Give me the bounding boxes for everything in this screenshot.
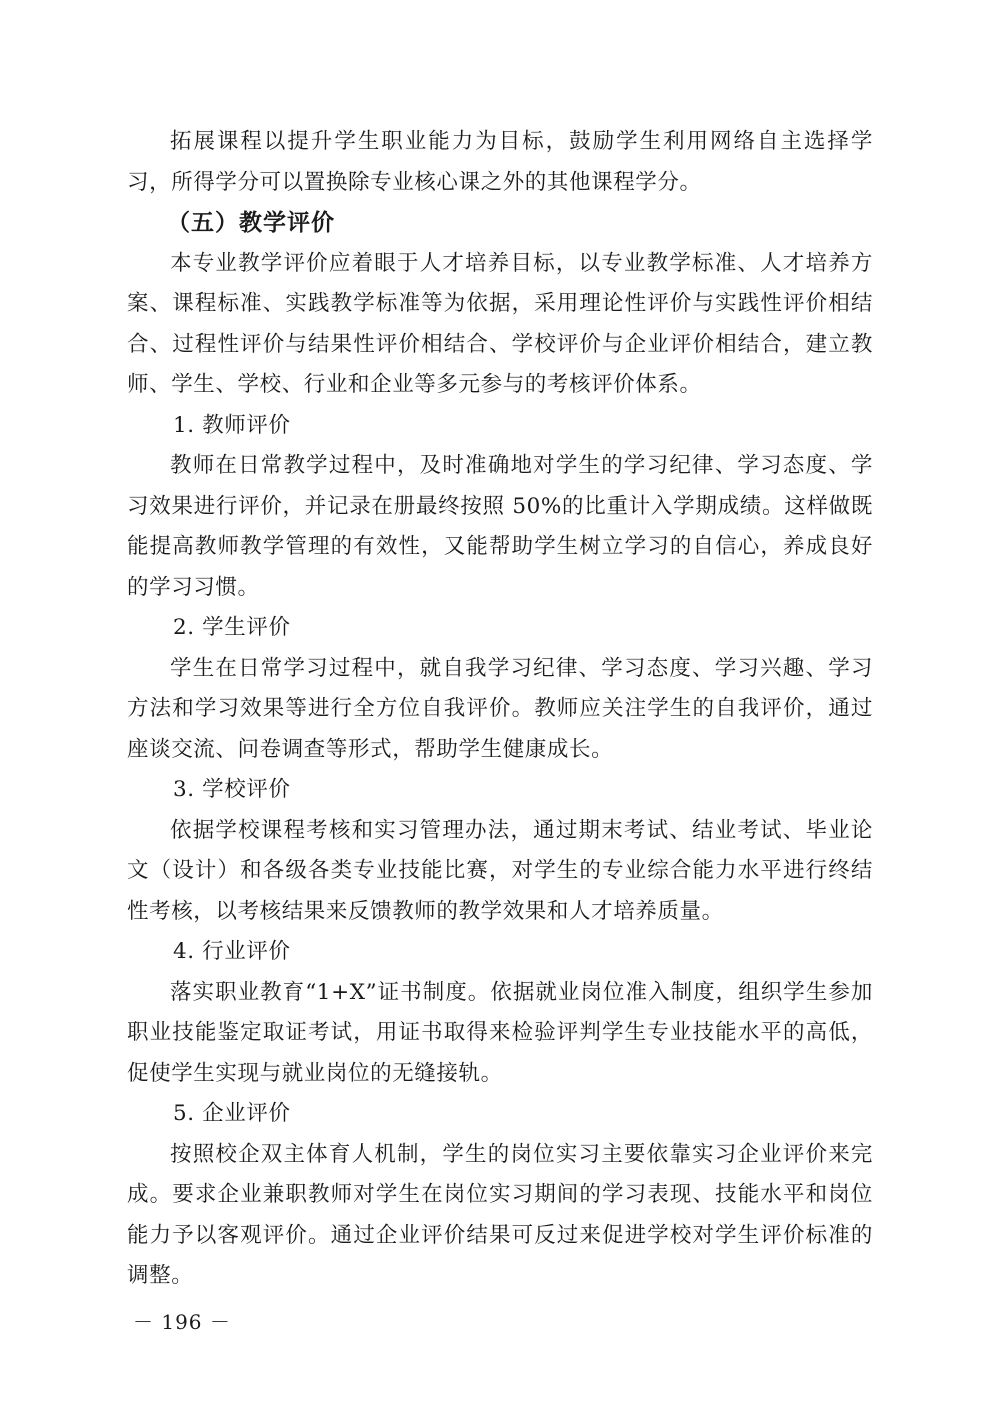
paragraph-student-evaluation: 学生在日常学习过程中，就自我学习纪律、学习态度、学习兴趣、学习方法和学习效果等进行全方位自我评价。教师应关注学生的自我评价，通过座谈交流、问卷调查等形式，帮助学生健康成长。 bbox=[127, 655, 873, 762]
paragraph-extension-courses: 拓展课程以提升学生职业能力为目标，鼓励学生利用网络自主选择学习，所得学分可以置换除专业核心课之外的其他课程学分。 bbox=[127, 129, 873, 195]
paragraph-teacher-evaluation: 教师在日常教学过程中，及时准确地对学生的学习纪律、学习态度、学习效果进行评价，并记录在册最终按照 50%的比重计入学期成绩。这样做既能提高教师教学管理的有效性，又能帮助学生树立学习的自信心，养成良好的学习习惯。 bbox=[127, 453, 873, 600]
document-body bbox=[127, 122, 873, 1297]
subheading-industry-evaluation: 4. 行业评价 bbox=[173, 939, 291, 964]
subheading-student-evaluation: 2. 学生评价 bbox=[173, 615, 291, 640]
page-number: － 196 － bbox=[133, 1310, 231, 1334]
paragraph-school-evaluation: 依据学校课程考核和实习管理办法，通过期末考试、结业考试、毕业论文（设计）和各级各类专业技能比赛，对学生的专业综合能力水平进行终结性考核，以考核结果来反馈教师的教学效果和人才培养质量。 bbox=[127, 817, 873, 924]
subheading-enterprise-evaluation: 5. 企业评价 bbox=[173, 1101, 291, 1126]
paragraph-industry-evaluation: 落实职业教育“1+X”证书制度。依据就业岗位准入制度，组织学生参加职业技能鉴定取证考试，用证书取得来检验评判学生专业技能水平的高低，促使学生实现与就业岗位的无缝接轨。 bbox=[127, 979, 873, 1086]
subheading-teacher-evaluation: 1. 教师评价 bbox=[173, 412, 291, 438]
section-heading: （五）教学评价 bbox=[167, 209, 335, 236]
paragraph-enterprise-evaluation: 按照校企双主体育人机制，学生的岗位实习主要依靠实习企业评价来完成。要求企业兼职教师对学生在岗位实习期间的学习表现、技能水平和岗位能力予以客观评价。通过企业评价结果可反过来促进学校对学生评价标准的调整。 bbox=[127, 1141, 873, 1288]
section-intro-paragraph: 本专业教学评价应着眼于人才培养目标，以专业教学标准、人才培养方案、课程标准、实践教学标准等为依据，采用理论性评价与实践性评价相结合、过程性评价与结果性评价相结合、学校评价与企业评价相结合，建立教师、学生、学校、行业和企业等多元参与的考核评价体系。 bbox=[127, 250, 873, 397]
subheading-school-evaluation: 3. 学校评价 bbox=[173, 777, 291, 802]
